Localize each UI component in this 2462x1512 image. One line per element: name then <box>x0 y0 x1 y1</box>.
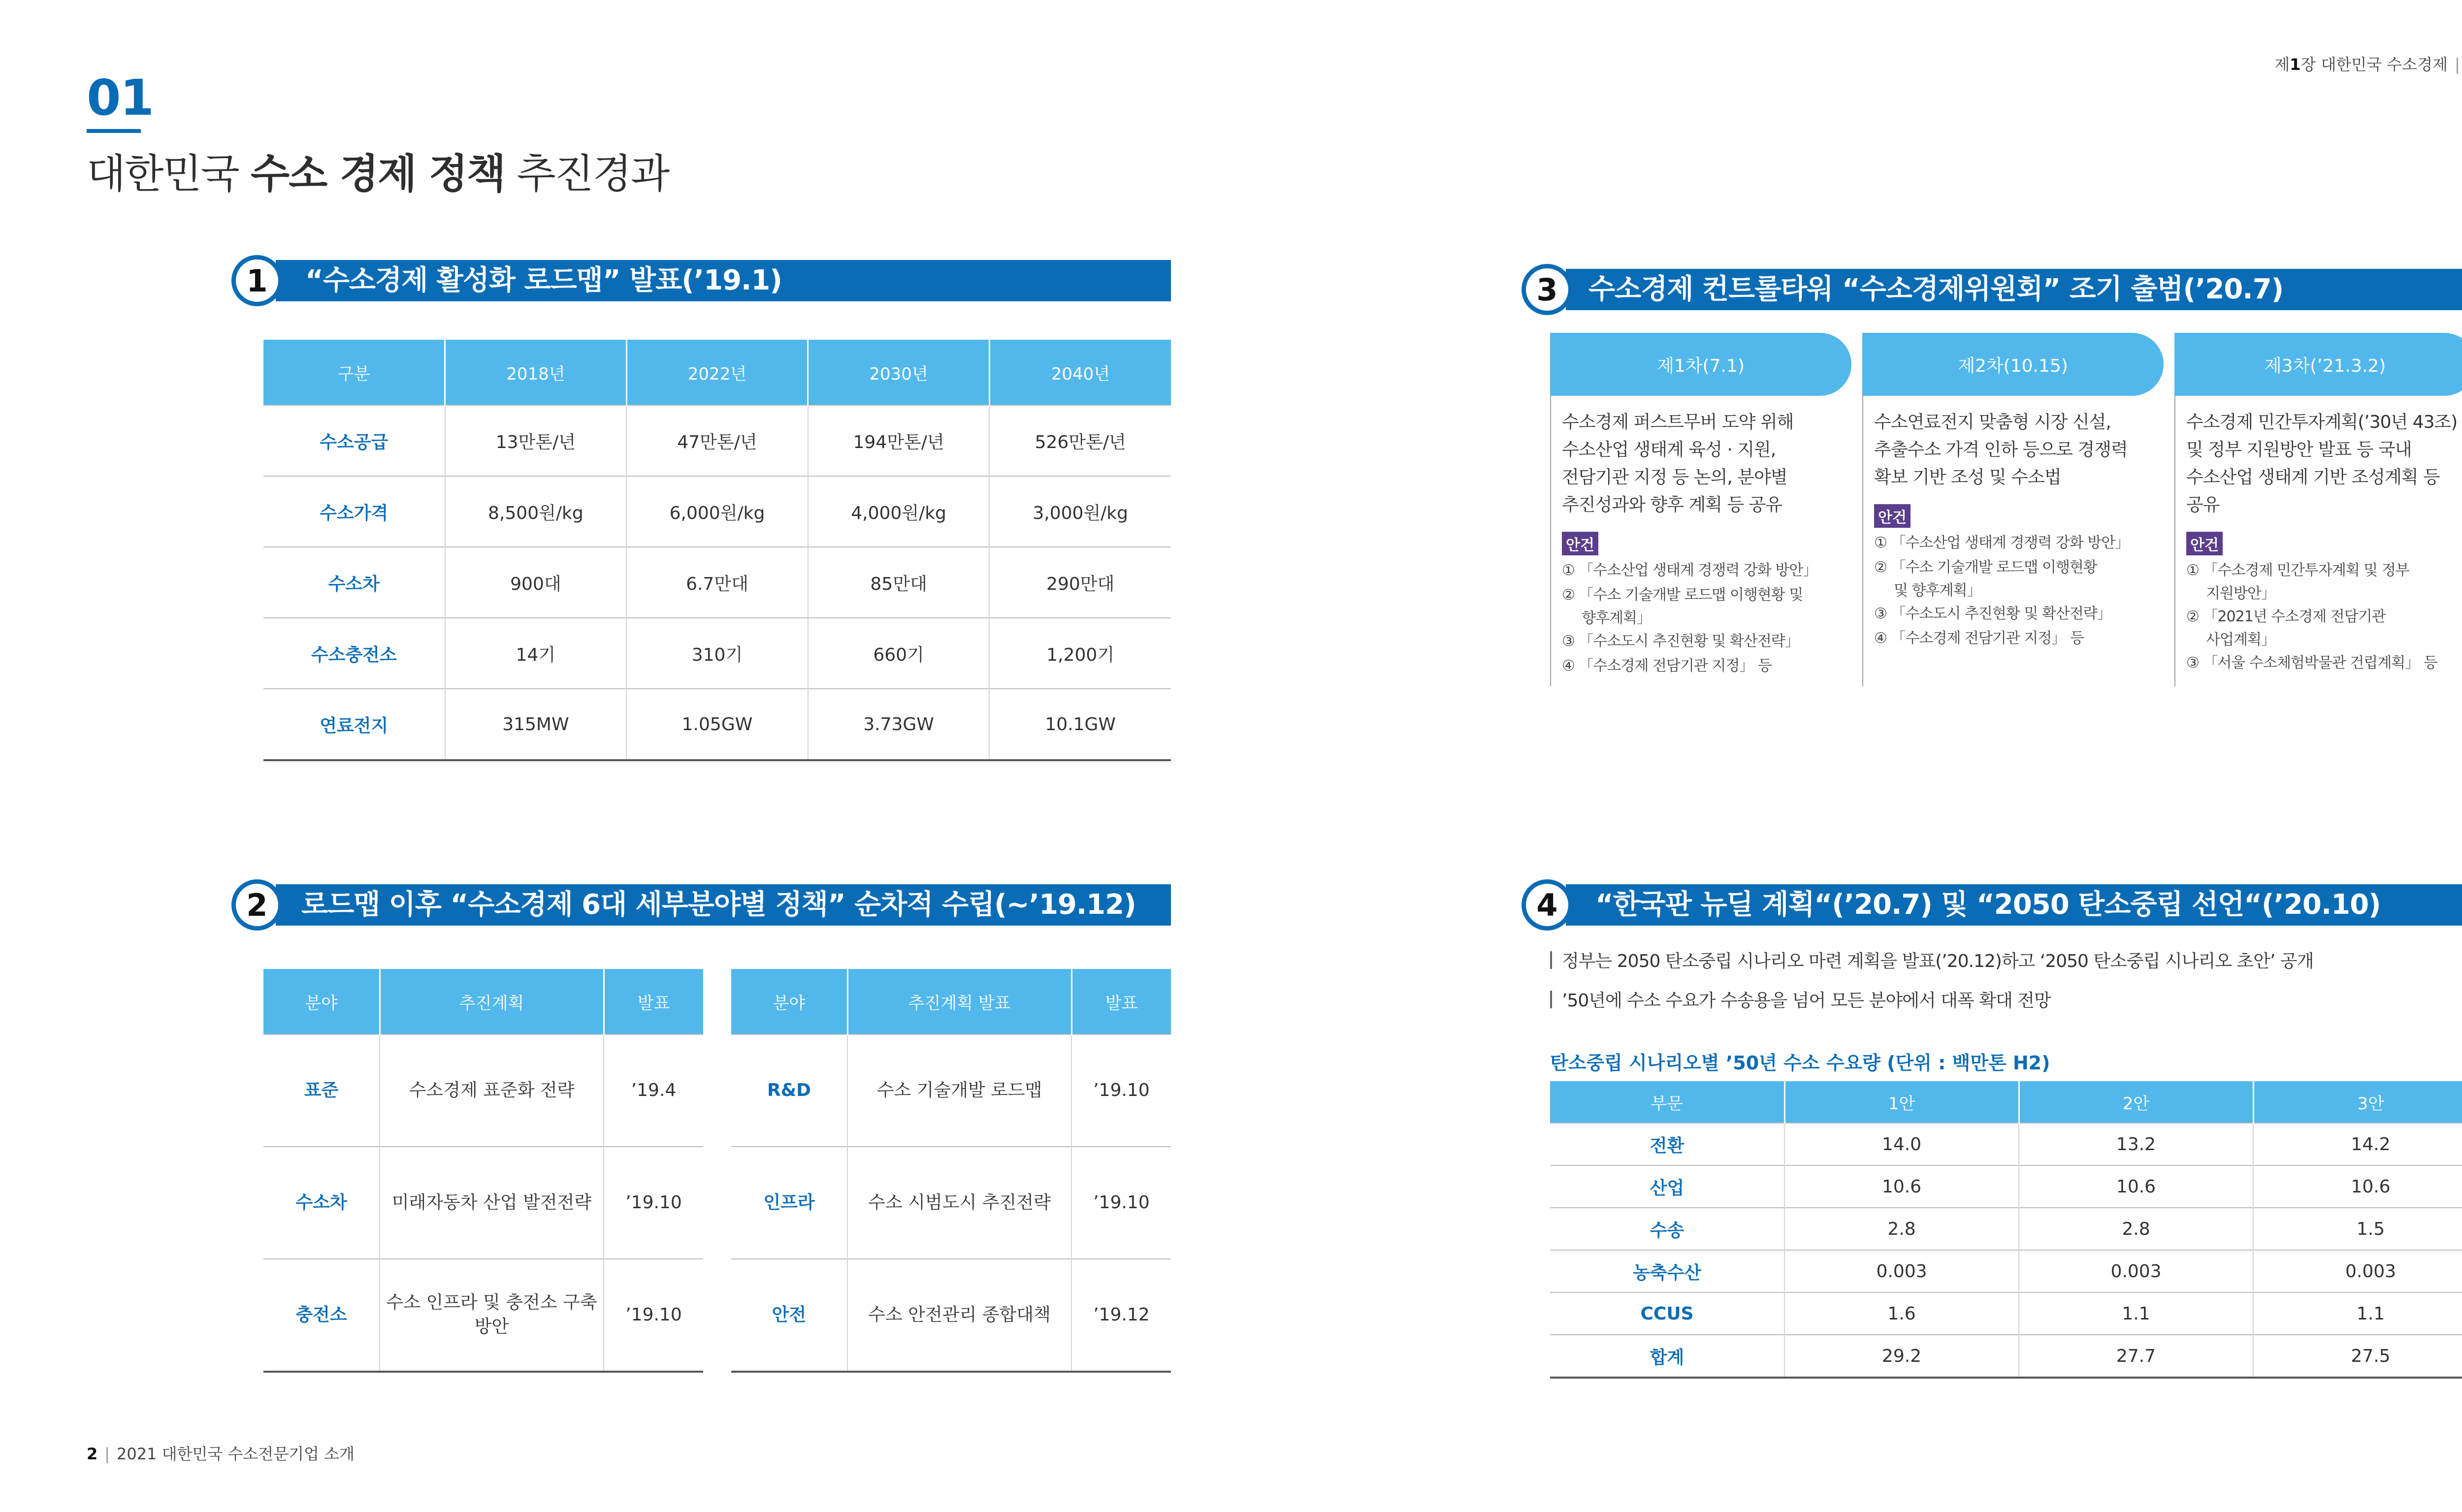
table-cell: ’19.10 <box>1071 1147 1171 1259</box>
description-line: 수소산업 생태계 기반 조성계획 등 <box>2186 467 2440 487</box>
title-bold: 수소 경제 정책 <box>250 151 505 197</box>
table-cell: 수소 안전관리 종합대책 <box>847 1259 1071 1372</box>
table-cell: 310기 <box>626 618 808 689</box>
table-cell: 8,500원/kg <box>445 476 627 547</box>
agenda-item-text: ④ 「수소경제 전담기관 지정」 등 <box>1874 630 2084 647</box>
section2-number-badge: 2 <box>231 879 283 931</box>
description-line: 확보 기반 조성 및 수소법 <box>1874 467 2061 487</box>
table-header-row <box>263 969 703 1034</box>
bullet-bar <box>1550 991 1552 1008</box>
agenda-item-text: ① 「수소산업 생태계 경쟁력 강화 방안」 <box>1874 534 2130 551</box>
table-cell: 6.7만대 <box>626 547 808 618</box>
table-cell: 4,000원/kg <box>808 476 990 547</box>
committee-column <box>1550 333 1851 686</box>
agenda-item-text: ③ 「수소도시 추진현황 및 확산전략」 <box>1562 633 1799 650</box>
table-cell: 14.0 <box>1784 1123 2019 1165</box>
meeting-body <box>1862 396 2164 686</box>
agenda-item-text: ① 「수소산업 생태계 경쟁력 강화 방안」 <box>1562 562 1817 579</box>
table-cell: 10.1GW <box>989 689 1171 760</box>
bullet-bar <box>1550 951 1552 969</box>
agenda-item-continuation: 지원방안」 <box>2206 585 2275 602</box>
agenda-item <box>2186 558 2462 605</box>
row-label: 수소충전소 <box>263 618 445 689</box>
table-cell: 10.6 <box>2019 1165 2253 1208</box>
row-label: R&D <box>731 1034 847 1147</box>
agenda-badge: 안건 <box>1874 504 1911 528</box>
column-header: 1안 <box>1784 1081 2019 1123</box>
row-label: 표준 <box>263 1034 380 1147</box>
agenda-item <box>1562 558 1851 583</box>
table-cell: ’19.12 <box>1071 1259 1171 1372</box>
agenda-item-text: ② 「수소 기술개발 로드맵 이행현황 및 <box>1562 586 1803 604</box>
section4-title: “한국판 뉴딜 계획“(’20.7) 및 “2050 탄소중립 선언“(’20.10) <box>1595 889 2381 921</box>
column-header: 발표 <box>604 969 703 1034</box>
table-row <box>1550 1165 2462 1208</box>
meeting-description <box>1562 409 1851 519</box>
table-cell: 10.6 <box>1784 1165 2019 1208</box>
running-header <box>2274 52 2462 75</box>
row-label: 수소차 <box>263 547 445 618</box>
section-number-underline <box>87 129 141 133</box>
agenda-item <box>1874 626 2164 651</box>
table-cell: 194만톤/년 <box>808 405 990 476</box>
description-line: 수소산업 생태계 육성 · 지원, <box>1562 440 1776 460</box>
column-header: 추진계획 발표 <box>847 969 1071 1034</box>
row-label: 수송 <box>1550 1208 1784 1250</box>
section3-title: 수소경제 컨트롤타워 “수소경제위원회” 조기 출범(’20.7) <box>1588 273 2284 305</box>
row-label: CCUS <box>1550 1292 1784 1335</box>
agenda-badge: 안건 <box>1562 532 1598 555</box>
page-title <box>87 142 669 199</box>
agenda-item-text: ① 「수소경제 민간투자계획 및 정부 <box>2186 562 2409 579</box>
agenda-item-continuation: 사업계획」 <box>2206 631 2275 648</box>
table-cell: 900대 <box>445 547 627 618</box>
table-row <box>263 1259 703 1372</box>
chapter-title: 장 대한민국 수소경제 <box>2300 55 2448 74</box>
table-cell: 1.1 <box>2019 1292 2253 1335</box>
title-post: 추진경과 <box>505 151 669 197</box>
column-header: 3안 <box>2253 1081 2462 1123</box>
table-cell: 27.7 <box>2019 1335 2253 1378</box>
table-cell: 315MW <box>445 689 627 760</box>
table-cell: 수소 시범도시 추진전략 <box>847 1147 1071 1259</box>
table-cell: 0.003 <box>2253 1250 2462 1292</box>
chapter-pre: 제 <box>2274 55 2290 74</box>
table-cell: 290만대 <box>989 547 1171 618</box>
agenda-item <box>1562 583 1851 629</box>
row-label: 인프라 <box>731 1147 847 1259</box>
bullet-text: ’50년에 수소 수요가 수송용을 넘어 모든 분야에서 대폭 확대 전망 <box>1562 991 2051 1011</box>
agenda-item <box>2186 651 2462 676</box>
table-cell: 13만톤/년 <box>445 405 627 476</box>
meeting-description <box>1874 409 2164 491</box>
table-cell: 1.05GW <box>626 689 808 760</box>
description-line: 수소경제 퍼스트무버 도약 위해 <box>1562 412 1794 432</box>
table-cell: 1,200기 <box>989 618 1171 689</box>
table-row <box>731 1259 1171 1372</box>
description-line: 공유 <box>2186 495 2220 515</box>
table-row <box>263 1034 703 1147</box>
policy-table-right <box>731 969 1171 1373</box>
column-header: 2안 <box>2019 1081 2253 1123</box>
table-row <box>263 618 1171 689</box>
committee-columns <box>1550 333 2462 686</box>
roadmap-table <box>263 340 1171 761</box>
description-line: 추진성과와 향후 계획 등 공유 <box>1562 495 1782 515</box>
section4-number-badge: 4 <box>1522 879 1573 931</box>
bullet-text: 정부는 2050 탄소중립 시나리오 마련 계획을 발표(’20.12)하고 ‘2050 탄소중립 시나리오 초안’ 공개 <box>1562 951 2314 971</box>
section1-number-badge: 1 <box>231 255 283 306</box>
row-label: 농축수산 <box>1550 1250 1784 1292</box>
table-cell: 수소경제 표준화 전략 <box>380 1034 604 1147</box>
hydrogen-demand-table <box>1550 1081 2462 1379</box>
table-cell: ’19.4 <box>604 1034 703 1147</box>
description-line: 추출수소 가격 인하 등으로 경쟁력 <box>1874 440 2128 460</box>
section2-title: 로드맵 이후 “수소경제 6대 세부분야별 정책” 순차적 수립(~’19.12) <box>301 889 1136 921</box>
table-cell: 1.1 <box>2253 1292 2462 1335</box>
table-header-row <box>1550 1081 2462 1123</box>
table-row <box>1550 1250 2462 1292</box>
meeting-body <box>2174 396 2462 686</box>
column-header: 분야 <box>731 969 847 1034</box>
table-cell: 3,000원/kg <box>989 476 1171 547</box>
separator: | <box>104 1445 110 1463</box>
table-row <box>263 405 1171 476</box>
committee-column <box>1862 333 2164 686</box>
column-header: 2030년 <box>808 340 990 405</box>
agenda-item-continuation: 및 향후계획」 <box>1894 582 1981 599</box>
agenda-badge: 안건 <box>2186 532 2223 555</box>
table-cell: 27.5 <box>2253 1335 2462 1378</box>
row-label: 산업 <box>1550 1165 1784 1208</box>
table-row <box>263 547 1171 618</box>
table-row <box>263 476 1171 547</box>
table-cell: ’19.10 <box>604 1259 703 1372</box>
description-line: 및 정부 지원방안 발표 등 국내 <box>2186 440 2412 460</box>
column-header: 2022년 <box>626 340 808 405</box>
table-row <box>1550 1208 2462 1250</box>
table-cell: 660기 <box>808 618 990 689</box>
table-cell: 1.5 <box>2253 1208 2462 1250</box>
column-header: 발표 <box>1071 969 1171 1034</box>
agenda-item <box>2186 605 2462 651</box>
table-cell: 2.8 <box>2019 1208 2253 1250</box>
table-row <box>1550 1123 2462 1165</box>
table-row <box>731 1147 1171 1259</box>
footer-text: 2021 대한민국 수소전문기업 소개 <box>117 1445 355 1463</box>
table-cell: 10.6 <box>2253 1165 2462 1208</box>
table-cell: 29.2 <box>1784 1335 2019 1378</box>
table-row <box>263 1147 703 1259</box>
description-line: 수소경제 민간투자계획(’30년 43조) <box>2186 412 2458 432</box>
agenda-item <box>1874 555 2164 602</box>
row-label: 수소가격 <box>263 476 445 547</box>
row-label: 수소차 <box>263 1147 380 1259</box>
row-label: 수소공급 <box>263 405 445 476</box>
agenda-item-text: ② 「2021년 수소경제 전담기관 <box>2186 608 2386 625</box>
section-number: 01 <box>87 69 154 127</box>
column-header: 추진계획 <box>380 969 604 1034</box>
table-cell: 47만톤/년 <box>626 405 808 476</box>
agenda-item <box>1562 629 1851 654</box>
row-label: 전환 <box>1550 1123 1784 1165</box>
table-row <box>263 689 1171 760</box>
separator: | <box>2454 55 2460 74</box>
table-header-row <box>731 969 1171 1034</box>
row-label: 충전소 <box>263 1259 380 1372</box>
table-header-row <box>263 340 1171 405</box>
meeting-tab: 제1차(7.1) <box>1550 333 1851 396</box>
table-row <box>1550 1292 2462 1335</box>
column-header: 부문 <box>1550 1081 1784 1123</box>
column-header: 2018년 <box>445 340 627 405</box>
table-cell: 수소 인프라 및 충전소 구축방안 <box>380 1259 604 1372</box>
row-label: 연료전지 <box>263 689 445 760</box>
policy-table-left <box>263 969 703 1373</box>
meeting-tab: 제3차(’21.3.2) <box>2174 333 2462 396</box>
table-cell: 13.2 <box>2019 1123 2253 1165</box>
table-cell: 수소 기술개발 로드맵 <box>847 1034 1071 1147</box>
table-cell: 1.6 <box>1784 1292 2019 1335</box>
running-footer <box>87 1442 355 1464</box>
agenda-item-text: ② 「수소 기술개발 로드맵 이행현황 <box>1874 559 2097 576</box>
bullet-item <box>1550 947 2313 972</box>
agenda-item-text: ④ 「수소경제 전담기관 지정」 등 <box>1562 657 1772 675</box>
row-label: 안전 <box>731 1259 847 1372</box>
page-number-left: 2 <box>87 1445 98 1463</box>
table-cell: 0.003 <box>1784 1250 2019 1292</box>
table-cell: 3.73GW <box>808 689 990 760</box>
agenda-item-text: ③ 「서울 수소체험박물관 건립계획」 등 <box>2186 654 2437 672</box>
bullet-item <box>1550 987 2051 1012</box>
agenda-item-continuation: 향후계획」 <box>1582 610 1651 627</box>
agenda-item-text: ③ 「수소도시 추진현황 및 확산전략」 <box>1874 605 2111 622</box>
title-pre: 대한민국 <box>87 151 251 197</box>
agenda-item <box>1874 602 2164 626</box>
meeting-body <box>1550 396 1851 686</box>
column-header: 분야 <box>263 969 380 1034</box>
row-label: 합계 <box>1550 1335 1784 1378</box>
agenda-item <box>1874 531 2164 555</box>
table-cell: 2.8 <box>1784 1208 2019 1250</box>
table-caption: 탄소중립 시나리오별 ’50년 수소 수요량 (단위 : 백만톤 H2) <box>1550 1052 2050 1074</box>
table-cell: 14.2 <box>2253 1123 2462 1165</box>
column-header: 구분 <box>263 340 445 405</box>
table-cell: 85만대 <box>808 547 990 618</box>
description-line: 수소연료전지 맞춤형 시장 신설, <box>1874 412 2111 432</box>
table-cell: ’19.10 <box>604 1147 703 1259</box>
section1-title: “수소경제 활성화 로드맵” 발표(’19.1) <box>305 264 782 296</box>
table-cell: 526만톤/년 <box>989 405 1171 476</box>
table-row <box>731 1034 1171 1147</box>
table-cell: ’19.10 <box>1071 1034 1171 1147</box>
description-line: 전담기관 지정 등 논의, 분야별 <box>1562 467 1787 487</box>
committee-column <box>2174 333 2462 686</box>
meeting-tab: 제2차(10.15) <box>1862 333 2164 396</box>
column-header: 2040년 <box>989 340 1171 405</box>
section3-number-badge: 3 <box>1522 264 1573 315</box>
chapter-number: 1 <box>2290 55 2301 74</box>
table-cell: 6,000원/kg <box>626 476 808 547</box>
table-row <box>1550 1335 2462 1378</box>
table-cell: 14기 <box>445 618 627 689</box>
agenda-item <box>1562 654 1851 678</box>
table-cell: 미래자동차 산업 발전전략 <box>380 1147 604 1259</box>
meeting-description <box>2186 409 2462 519</box>
table-cell: 0.003 <box>2019 1250 2253 1292</box>
